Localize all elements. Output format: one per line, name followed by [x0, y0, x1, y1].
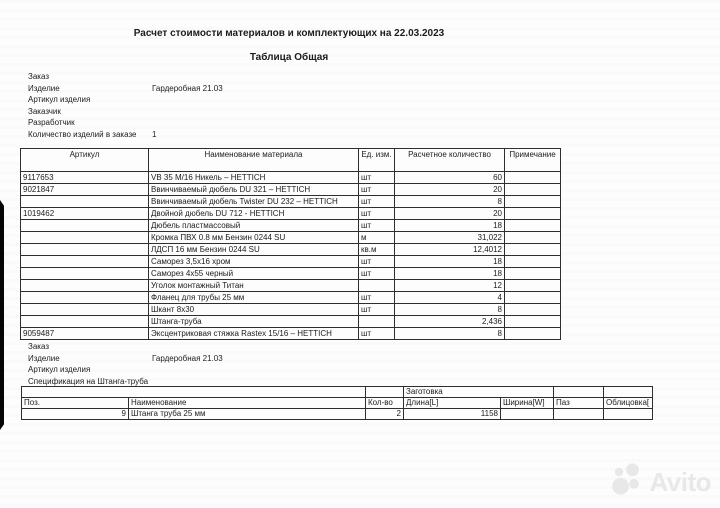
info-row	[28, 342, 223, 354]
cell-qty: 60	[395, 172, 505, 184]
cell-material-name: Дюбель пластмассовый	[149, 220, 359, 232]
cell-article	[21, 196, 149, 208]
header-qty: Расчетное количество	[395, 149, 505, 172]
order-info-block	[28, 72, 223, 141]
info-row	[28, 72, 223, 84]
cell-note	[505, 304, 561, 316]
cell-empty	[366, 387, 404, 398]
cell-article	[21, 220, 149, 232]
cell-qty: 2,436	[395, 316, 505, 328]
table-row	[21, 196, 561, 208]
cell-article: 9117653	[21, 172, 149, 184]
info-label: Артикул изделия	[28, 365, 91, 374]
info-label: Изделие	[28, 83, 60, 93]
cell-material-name: Саморез 3,5х16 хром	[149, 256, 359, 268]
cell-article	[21, 256, 149, 268]
table-row	[21, 328, 561, 340]
cell-unit: шт	[359, 304, 395, 316]
cell-note	[505, 292, 561, 304]
info-value: 1	[152, 129, 157, 139]
cell-facing	[604, 409, 653, 420]
table-row	[21, 280, 561, 292]
cell-note	[505, 280, 561, 292]
cell-qty: 18	[395, 220, 505, 232]
spec-info-block	[28, 342, 223, 388]
header-facing: Облицовка[	[604, 398, 653, 409]
cell-qty: 18	[395, 256, 505, 268]
table-row	[21, 268, 561, 280]
cell-note	[505, 268, 561, 280]
cell-material-name: Саморез 4х55 черный	[149, 268, 359, 280]
cell-unit: кв.м	[359, 244, 395, 256]
info-label: Количество изделий в заказе	[28, 129, 137, 139]
info-row	[28, 84, 223, 96]
cell-unit	[359, 280, 395, 292]
table-row	[21, 232, 561, 244]
cell-article	[21, 244, 149, 256]
info-row	[28, 130, 223, 142]
cell-note	[505, 256, 561, 268]
header-pos: Поз.	[22, 398, 129, 409]
cell-qty: 12,4012	[395, 244, 505, 256]
header-material-name: Наименование материала	[149, 149, 359, 172]
cell-pos: 9	[22, 409, 129, 420]
table-row	[21, 316, 561, 328]
materials-header-row	[21, 149, 561, 172]
cell-article	[21, 304, 149, 316]
page-title: Расчет стоимости материалов и комплектующих на 22.03.2023	[133, 28, 445, 39]
spec-header-row	[22, 398, 653, 409]
header-width: Ширина[W]	[501, 398, 554, 409]
cell-unit: шт	[359, 184, 395, 196]
cell-unit: шт	[359, 256, 395, 268]
cell-qty: 4	[395, 292, 505, 304]
cell-note	[505, 184, 561, 196]
cell-unit: шт	[359, 220, 395, 232]
page-subtitle: Таблица Общая	[249, 52, 329, 63]
table-row	[21, 172, 561, 184]
header-note: Примечание	[505, 149, 561, 172]
cell-article: 9021847	[21, 184, 149, 196]
spec-group-row	[22, 387, 653, 398]
avito-logo-icon	[611, 462, 645, 501]
cell-qty: 8	[395, 304, 505, 316]
cell-unit	[359, 316, 395, 328]
header-unit: Ед. изм.	[359, 149, 395, 172]
info-label: Спецификация на Штанга-труба	[28, 376, 149, 386]
cell-unit: шт	[359, 328, 395, 340]
header-count: Кол-во	[366, 398, 404, 409]
spec-table	[21, 386, 653, 420]
header-name: Наименование	[129, 398, 366, 409]
group-header-blank: Заготовка	[404, 387, 554, 398]
cell-qty: 20	[395, 184, 505, 196]
avito-watermark	[611, 462, 711, 501]
cell-material-name: ЛДСП 16 мм Бензин 0244 SU	[149, 244, 359, 256]
table-row	[21, 184, 561, 196]
table-row	[21, 304, 561, 316]
materials-table	[20, 148, 561, 340]
cell-article	[21, 292, 149, 304]
cell-unit: м	[359, 232, 395, 244]
info-value: Гардеробная 21.03	[152, 353, 223, 363]
cell-material-name: Двойной дюбель DU 712 - HETTICH	[149, 208, 359, 220]
scan-edge-artifact	[0, 200, 4, 430]
cell-note	[505, 220, 561, 232]
cell-qty: 8	[395, 328, 505, 340]
info-row	[28, 118, 223, 130]
info-row	[28, 354, 223, 366]
cell-unit: шт	[359, 172, 395, 184]
cell-qty: 18	[395, 268, 505, 280]
info-label: Изделие	[28, 353, 60, 363]
cell-width	[501, 409, 554, 420]
cell-unit: шт	[359, 196, 395, 208]
cell-qty: 12	[395, 280, 505, 292]
cell-material-name: VB 35 М/16 Никель – HETTICH	[149, 172, 359, 184]
cell-unit: шт	[359, 208, 395, 220]
cell-note	[505, 208, 561, 220]
cell-empty	[554, 387, 604, 398]
cell-unit: шт	[359, 268, 395, 280]
table-row	[21, 256, 561, 268]
cell-name: Штанга труба 25 мм	[129, 409, 366, 420]
cell-qty: 20	[395, 208, 505, 220]
header-groove: Паз	[554, 398, 604, 409]
info-row	[28, 107, 223, 119]
cell-unit: шт	[359, 292, 395, 304]
cell-empty	[604, 387, 653, 398]
cell-note	[505, 172, 561, 184]
cell-note	[505, 232, 561, 244]
cell-empty	[22, 387, 366, 398]
cell-note	[505, 244, 561, 256]
info-label: Заказ	[28, 342, 49, 351]
cell-material-name: Ввинчиваемый дюбель DU 321 – HETTICH	[149, 184, 359, 196]
cell-article	[21, 280, 149, 292]
info-label: Артикул изделия	[28, 95, 91, 104]
cell-material-name: Фланец для трубы 25 мм	[149, 292, 359, 304]
cell-material-name: Ввинчиваемый дюбель Twister DU 232 – HETTICH	[149, 196, 359, 208]
table-row	[21, 292, 561, 304]
cell-article	[21, 232, 149, 244]
cell-material-name: Шкант 8х30	[149, 304, 359, 316]
header-article: Артикул	[21, 149, 149, 172]
info-value: Гардеробная 21.03	[152, 83, 223, 93]
table-row	[22, 409, 653, 420]
cell-material-name: Уголок монтажный Титан	[149, 280, 359, 292]
cell-article	[21, 268, 149, 280]
table-row	[21, 220, 561, 232]
cell-article: 9059487	[21, 328, 149, 340]
cell-material-name: Кромка ПВХ 0.8 мм Бензин 0244 SU	[149, 232, 359, 244]
cell-groove	[554, 409, 604, 420]
info-row	[28, 365, 223, 377]
table-row	[21, 208, 561, 220]
header-length: Длина[L]	[404, 398, 501, 409]
info-label: Заказ	[28, 72, 49, 81]
table-row	[21, 244, 561, 256]
info-label: Разработчик	[28, 118, 75, 127]
cell-article	[21, 316, 149, 328]
cell-note	[505, 196, 561, 208]
cell-qty: 8	[395, 196, 505, 208]
cell-length: 1158	[404, 409, 501, 420]
cell-material-name: Эксцентриковая стяжка Rastex 15/16 – HETTICH	[149, 328, 359, 340]
cell-count: 2	[366, 409, 404, 420]
cell-note	[505, 328, 561, 340]
cell-note	[505, 316, 561, 328]
cell-qty: 31,022	[395, 232, 505, 244]
avito-watermark-text: Avito	[649, 466, 711, 497]
cell-material-name: Штанга-труба	[149, 316, 359, 328]
info-label: Заказчик	[28, 106, 61, 116]
info-row	[28, 95, 223, 107]
cell-article: 1019462	[21, 208, 149, 220]
